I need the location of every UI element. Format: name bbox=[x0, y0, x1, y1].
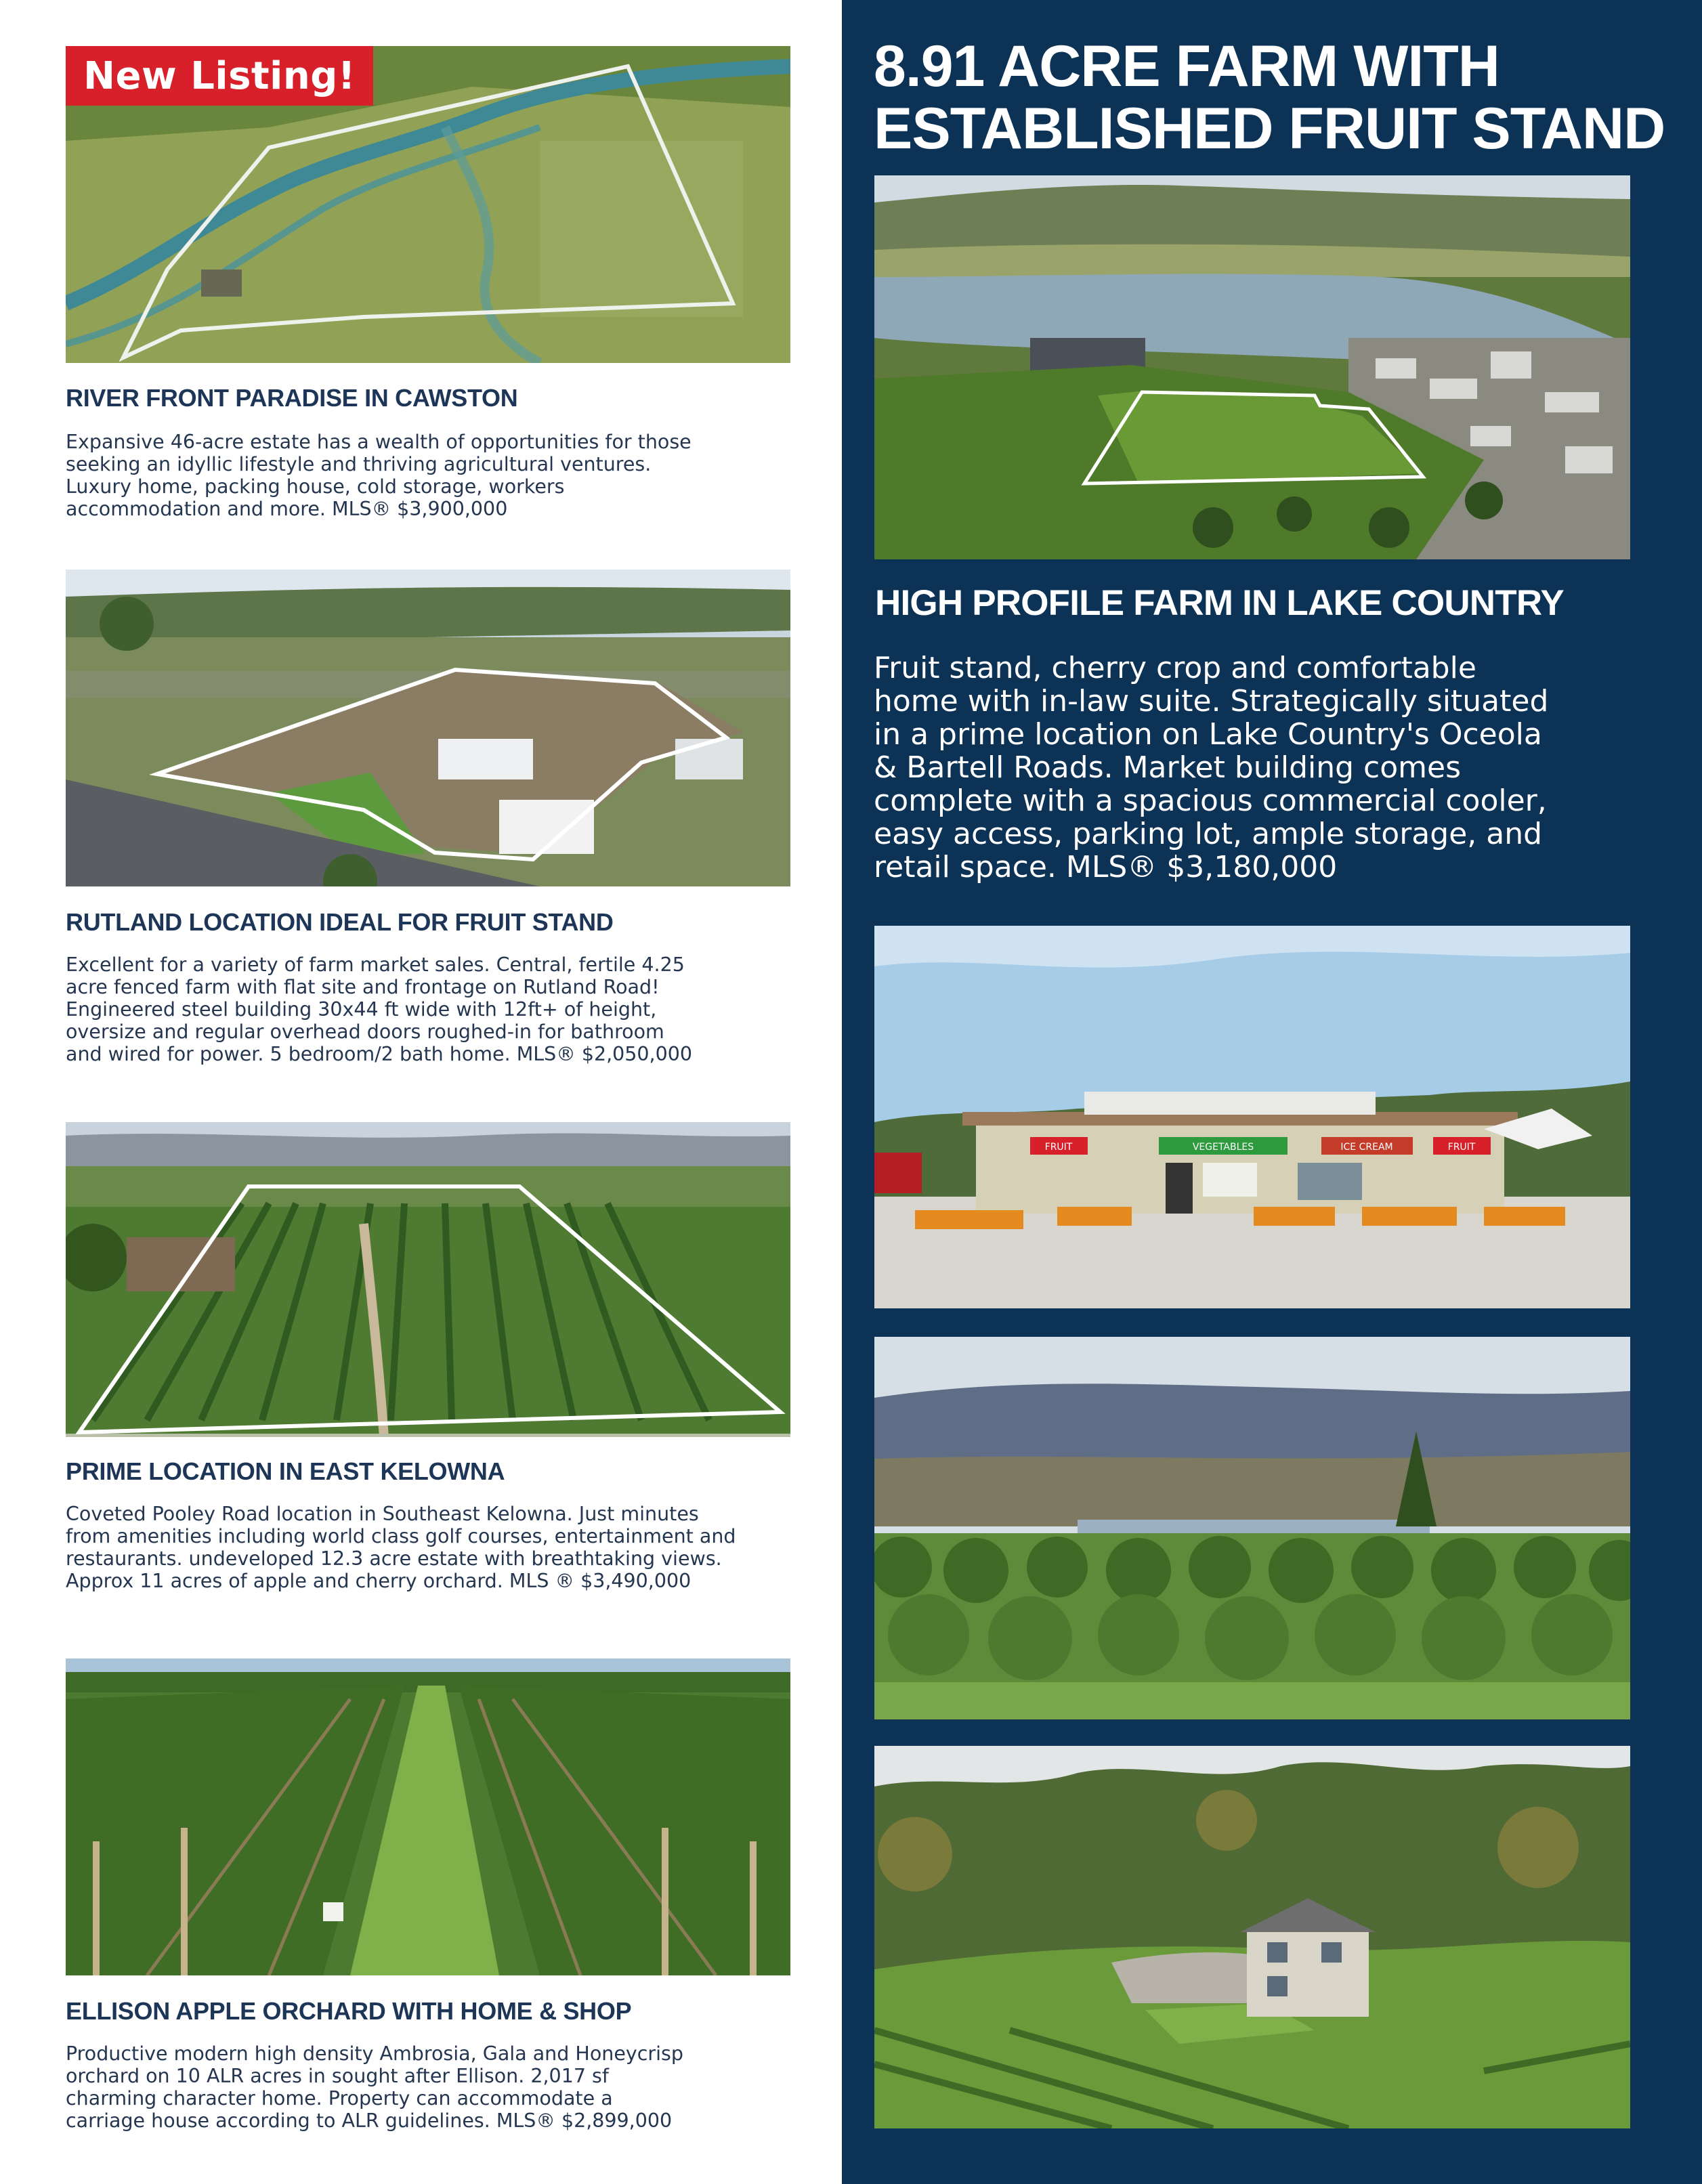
listing-3-description bbox=[66, 1503, 817, 1592]
listing-2-photo bbox=[66, 570, 790, 886]
description-line: Approx 11 acres of apple and cherry orchard. MLS ® $3,490,000 bbox=[66, 1570, 692, 1592]
description-line: acre fenced farm with flat site and frontage on Rutland Road! bbox=[66, 976, 660, 998]
listing-1-description bbox=[66, 431, 817, 520]
description-line: Luxury home, packing house, cold storage, workers bbox=[66, 475, 565, 498]
description-line: Expansive 46-acre estate has a wealth of opportunities for those bbox=[66, 431, 692, 453]
description-line: complete with a spacious commercial cooler, bbox=[874, 784, 1547, 818]
description-line: Fruit stand, cherry crop and comfortable bbox=[874, 651, 1476, 685]
description-line: Coveted Pooley Road location in Southeast Kelowna. Just minutes bbox=[66, 1503, 699, 1525]
feature-title-line: ESTABLISHED FRUIT STAND bbox=[874, 96, 1665, 161]
listing-4-title: ELLISON APPLE ORCHARD WITH HOME & SHOP bbox=[66, 1997, 632, 2025]
listing-4-description bbox=[66, 2042, 817, 2132]
description-line: from amenities including world class golf courses, entertainment and bbox=[66, 1525, 736, 1547]
description-line: seeking an idyllic lifestyle and thriving agricultural ventures. bbox=[66, 453, 652, 475]
description-line: home with in-law suite. Strategically situated bbox=[874, 684, 1549, 719]
description-line: restaurants. undeveloped 12.3 acre estate with breathtaking views. bbox=[66, 1547, 722, 1570]
listing-3-title: PRIME LOCATION IN EAST KELOWNA bbox=[66, 1457, 505, 1485]
description-line: orchard on 10 ALR acres in sought after Ellison. 2,017 sf bbox=[66, 2065, 609, 2087]
listing-4-photo bbox=[66, 1658, 790, 1975]
description-line: Productive modern high density Ambrosia, Gala and Honeycrisp bbox=[66, 2042, 683, 2065]
description-line: retail space. MLS® $3,180,000 bbox=[874, 850, 1338, 884]
feature-title bbox=[874, 35, 1686, 160]
description-line: and wired for power. 5 bedroom/2 bath home. MLS® $2,050,000 bbox=[66, 1043, 693, 1065]
description-line: Engineered steel building 30x44 ft wide with 12ft+ of height, bbox=[66, 998, 657, 1021]
new-listing-badge: New Listing! bbox=[66, 46, 373, 106]
home-photo bbox=[874, 1746, 1630, 2128]
listing-2-title: RUTLAND LOCATION IDEAL FOR FRUIT STAND bbox=[66, 908, 614, 936]
description-line: accommodation and more. MLS® $3,900,000 bbox=[66, 498, 508, 520]
feature-title-line: 8.91 ACRE FARM WITH bbox=[874, 34, 1499, 99]
listing-2-description bbox=[66, 954, 817, 1065]
feature-aerial-photo bbox=[874, 175, 1630, 559]
stand-sign-vegetables: VEGETABLES bbox=[1192, 1142, 1254, 1153]
listing-1-title: RIVER FRONT PARADISE IN CAWSTON bbox=[66, 384, 518, 412]
description-line: oversize and regular overhead doors roughed-in for bathroom bbox=[66, 1021, 664, 1043]
stand-sign-ice-cream: ICE CREAM bbox=[1340, 1142, 1393, 1153]
fruit-stand-photo bbox=[874, 926, 1630, 1308]
stand-sign-fruit: FRUIT bbox=[1044, 1142, 1073, 1153]
listing-3-photo bbox=[66, 1122, 790, 1437]
description-line: easy access, parking lot, ample storage, and bbox=[874, 817, 1543, 851]
feature-description bbox=[874, 651, 1676, 884]
stand-sign-fruit-2: FRUIT bbox=[1447, 1142, 1476, 1153]
cherry-orchard-photo bbox=[874, 1337, 1630, 1719]
description-line: carriage house according to ALR guidelines. MLS® $2,899,000 bbox=[66, 2110, 673, 2132]
description-line: Excellent for a variety of farm market sales. Central, fertile 4.25 bbox=[66, 954, 685, 976]
description-line: in a prime location on Lake Country's Oceola bbox=[874, 717, 1542, 752]
feature-heading: HIGH PROFILE FARM IN LAKE COUNTRY bbox=[875, 583, 1564, 623]
description-line: charming character home. Property can accommodate a bbox=[66, 2087, 613, 2110]
description-line: & Bartell Roads. Market building comes bbox=[874, 750, 1462, 785]
